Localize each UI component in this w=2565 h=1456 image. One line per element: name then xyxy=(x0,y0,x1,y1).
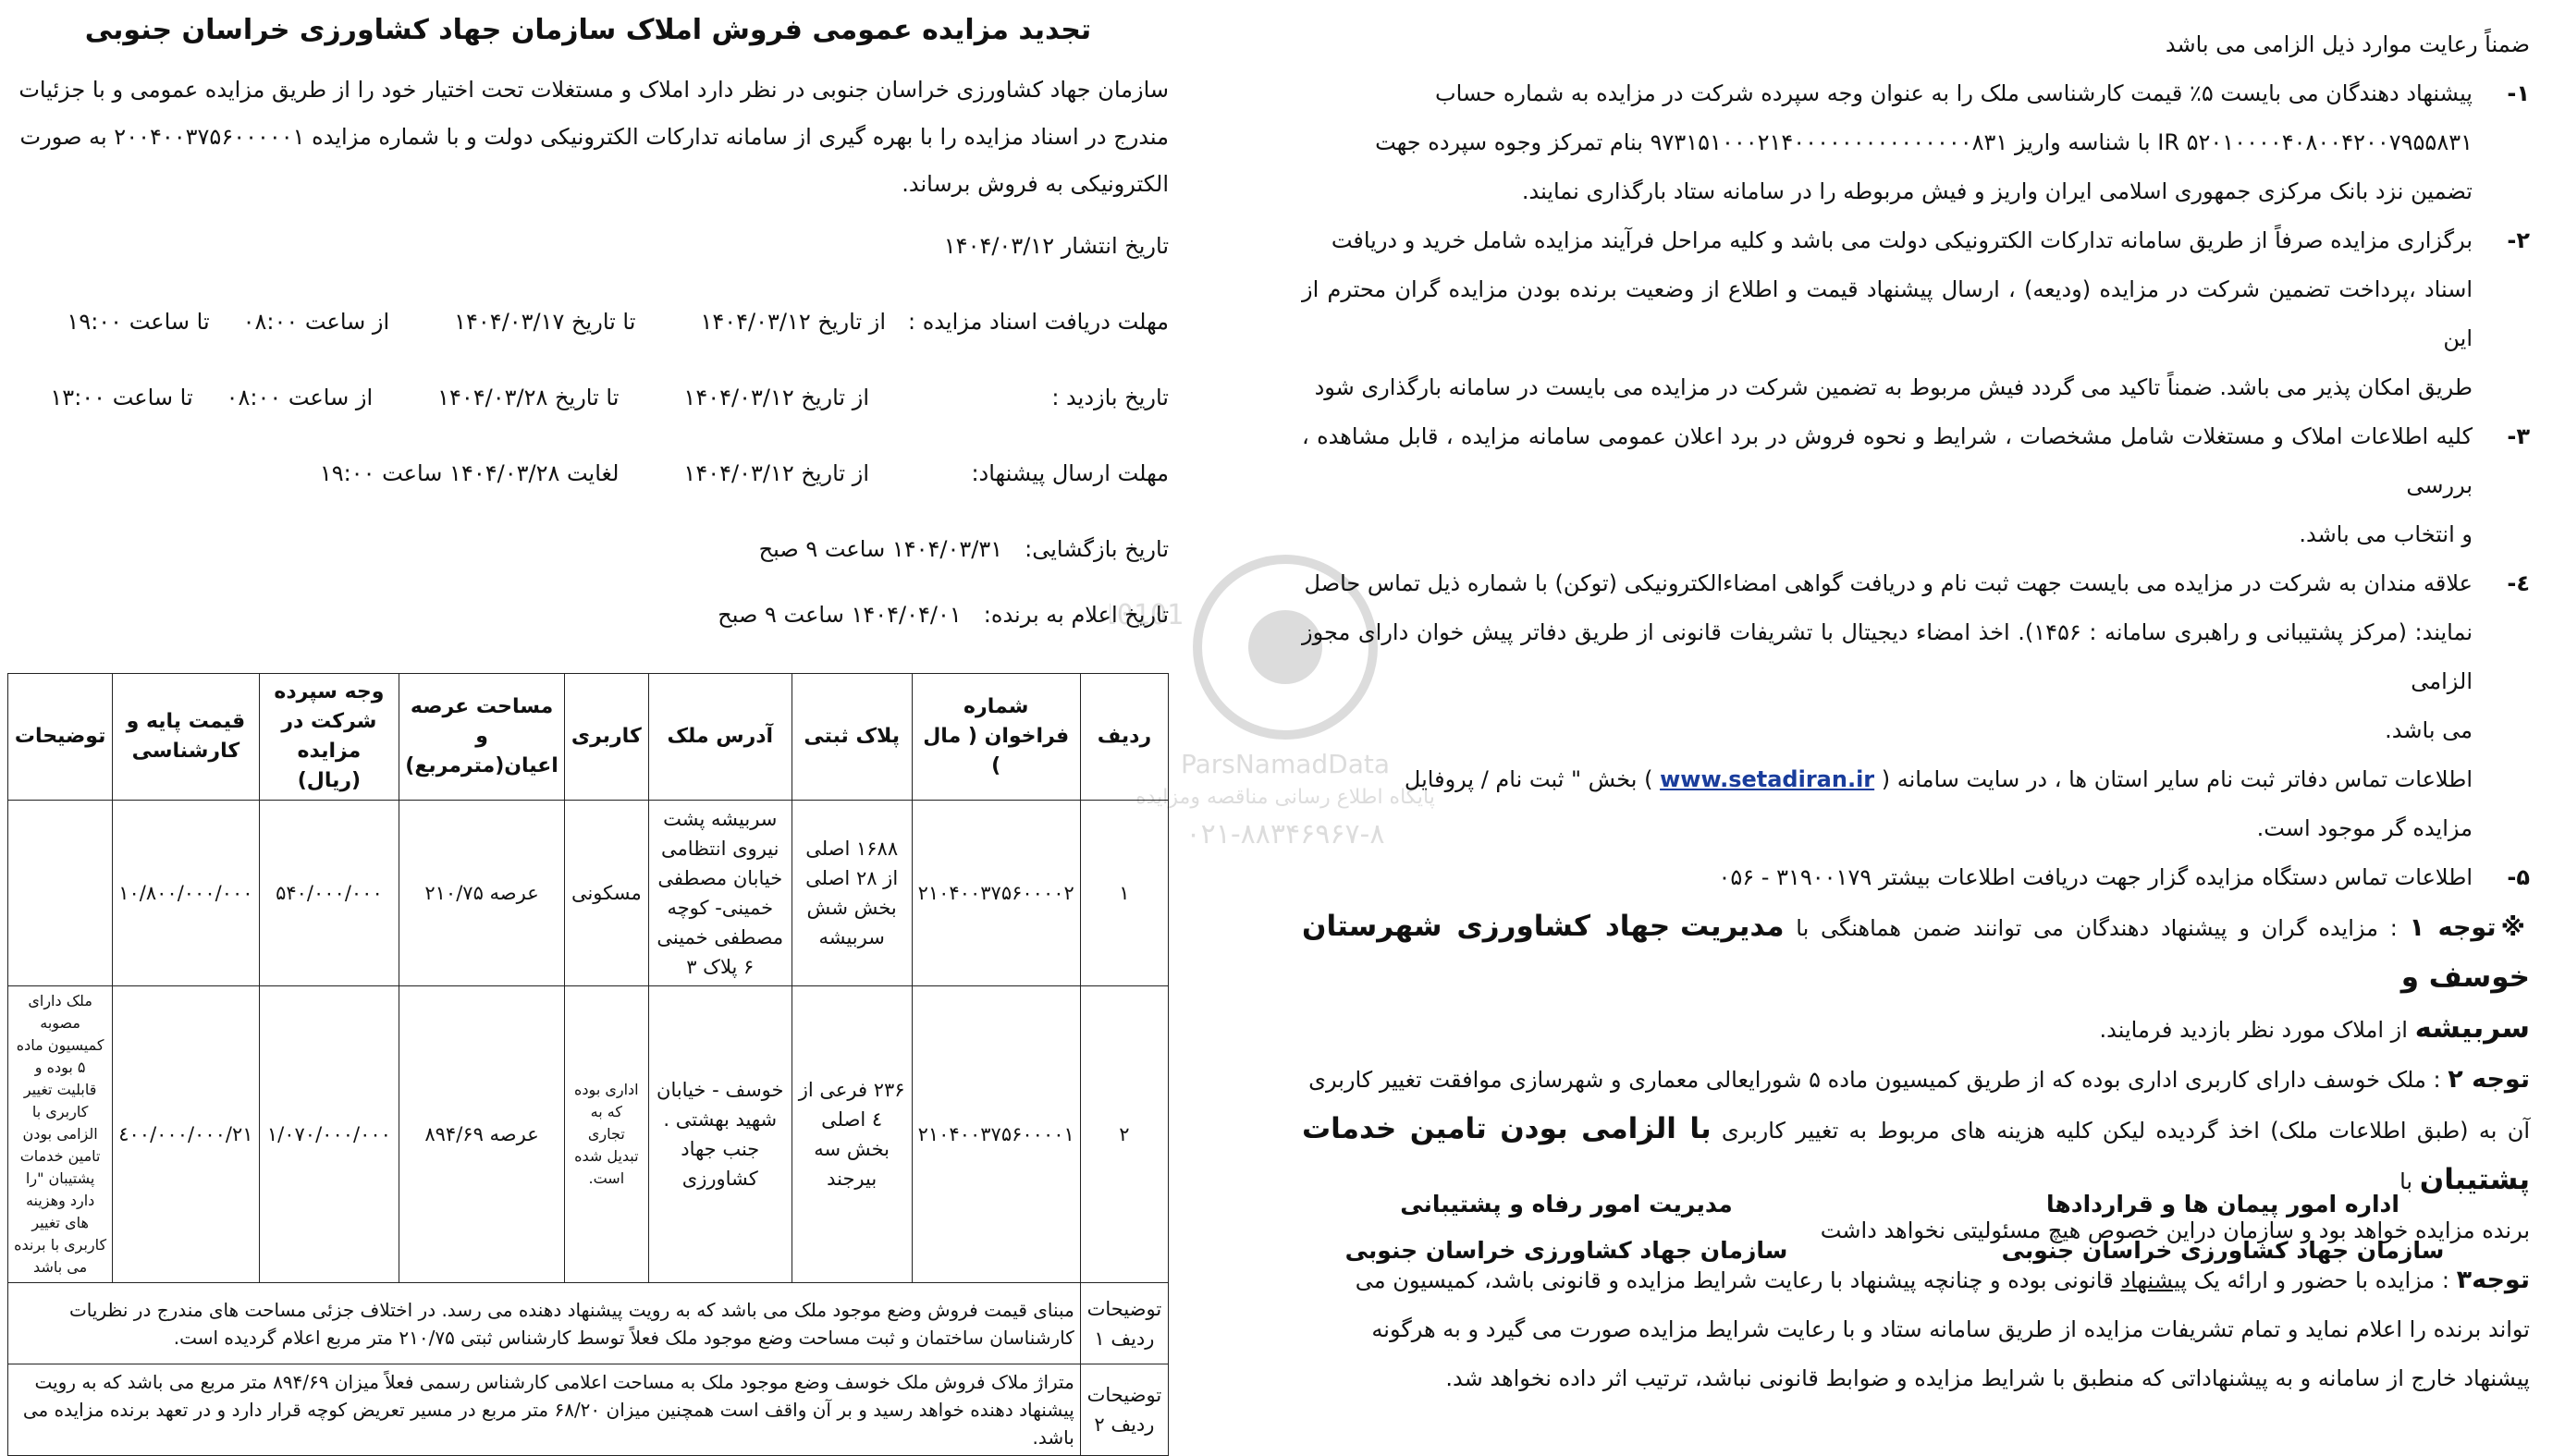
col-header-usage: کاربری xyxy=(564,674,648,801)
condition-1: ۱- پیشنهاد دهندگان می بایست ۵٪ قیمت کارشناسی ملک را به عنوان وجه سپرده شرکت در مزایده به شماره حساب IR ۵۲۰۱۰۰۰۰۴۰۸۰۰۴۲۰۰۷۹۵۵۸۳۱ با شناسه واریز ۹۷۳۱۵۱۰۰۰۲۱۴۰۰۰۰۰۰۰۰۰۰۰۰۰۰۰۸۳۱ بنام تمرکز وجوه سپرده جهت تضمین نزد بانک مرکزی جمهوری اسلامی ایران واریز و فیش مربوطه را در سامانه ستاد بارگذاری نمایند. xyxy=(1375,80,2530,204)
table-note-row-1: توضیحات ردیف ۱ مبنای قیمت فروش وضع موجود ملک می باشد که به رویت پیشنهاد دهنده می رسد. در اختلاف جزئی مساحت های مندرج در نظریات کارشناسان ساختمان و ثبت مساحت وضع موجود ملک فعلاً توسط کارشناس ثبتی ۲۱۰/۷۵ متر مربع اعلام گردیده است. xyxy=(8,1283,1169,1364)
properties-table xyxy=(7,673,1169,1456)
setadiran-link[interactable]: www.setadiran.ir xyxy=(1660,766,1875,792)
winner-announcement-date: تاریخ اعلام به برنده: ۱۴۰۴/۰۴/۰۱ ساعت ۹ صبح xyxy=(718,602,1169,628)
table-header-row xyxy=(8,674,1169,801)
condition-2: ۲- برگزاری مزایده صرفاً از طریق سامانه تدارکات الکترونیکی دولت می باشد و کلیه مراحل فرآیند مزایده شامل خرید و دریافت اسناد ،پرداخت تضمین شرکت در مزایده (ودیعه) ، ارسال پیشنهاد قیمت و اطلاع از وضعیت برنده بودن مزایده گران محترم از این طریق امکان پذیر می باشد. ضمناً تاکید می گردد فیش مربوط به تضمین شرکت در مزایده می بایست در سامانه بارگذاری شود xyxy=(1302,227,2530,400)
svg-text:010101 0001 10: 0101 xyxy=(1116,599,1184,631)
col-header-registration-plaque: پلاک ثبتی xyxy=(792,674,912,801)
table-row: ۲ ۲۱۰۴۰۰۳۷۵۶۰۰۰۰۱ ۲۳۶ فرعی از ٤ اصلی بخش سه بیرجند خوسف - خیابان شهید بهشتی . جنب جهاد کشاورزی اداری بوده که به تجاری تبدیل شده است. عرصه ۸۹۴/۶۹ ۱/۰۷۰/۰۰۰/۰۰۰ ۲۱/٤۰۰/۰۰۰/۰۰۰ ملک دارای مصوبه کمیسیون ماده ۵ بوده و قابلیت تغییر کاربری با الزامی بودن تامین خدمات پشتیبان "را دارد وهزینه های تغییر کاربری با برنده می باشد xyxy=(8,986,1169,1283)
page-title: تجدید مزایده عمومی فروش املاک سازمان جهاد کشاورزی خراسان جنوبی xyxy=(84,14,1092,46)
signatures xyxy=(1307,1181,2482,1274)
signature-welfare-management: مدیریت امور رفاه و پشتیبانی سازمان جهاد کشاورزی خراسان جنوبی xyxy=(1344,1191,1788,1264)
announcement-column xyxy=(7,6,1169,642)
condition-3: ۳- کلیه اطلاعات املاک و مستغلات شامل مشخصات ، شرایط و نحوه فروش در برد اعلان عمومی سامانه مزایده ، قابل مشاهده ، بررسی و انتخاب می باشد. xyxy=(1302,423,2530,547)
table-note-row-2: توضیحات ردیف ۲ متراژ ملاک فروش ملک خوسف وضع موجود ملک به مساحت اعلامی کارشناس رسمی فعلاً میزان ۸۹۴/۶۹ متر مربع می باشد که به رویت پیشنهاد دهنده خواهد رسید و بر آن واقف است همچنین میزان ۶۸/۲۰ متر مربع در مسیر تعریض کوچه قرار دارد و در تعهد برنده مزایده می باشد. xyxy=(8,1364,1169,1456)
col-header-deposit: وجه سپرده شرکت در مزایده (ریال) xyxy=(259,674,399,801)
intro-paragraph: سازمان جهاد کشاورزی خراسان جنوبی در نظر دارد املاک و مستغلات تحت اختیار خود را از طریق مزایده عمومی و با جزئیات مندرج در اسناد مزایده را با بهره گیری از سامانه تدارکات الکترونیکی دولت و با شماره مزایده ۲۰۰۴۰۰۳۷۵۶۰۰۰۰۰۱ به صورت الکترونیکی به فروش برساند. xyxy=(18,77,1169,197)
opening-date: تاریخ بازگشایی: ۱۴۰۴/۰۳/۳۱ ساعت ۹ صبح xyxy=(758,536,1169,562)
watermark-tagline: پایگاه اطلاع رسانی مناقصه ومزایده xyxy=(1135,786,1435,809)
note-3: توجه۳ : مزایده با حضور و ارائه یک پیشنهاد قانونی بوده و چنانچه پیشنهاد با رعایت شرایط مزایده و قانونی باشد، کمیسیون می تواند برنده را اعلام نماید و تمام تشریفات مزایده از طریق سامانه ستاد و با رعایت شرایط مزایده صورت می گیرد و به هرگونه پیشنهاد خارج از سامانه و به پیشنهاداتی که منطبق با شرایط مزایده و ضوابط قانونی نباشد، ترتیب اثر داده نخواهد شد. xyxy=(1355,1266,2530,1391)
offer-deadline: مهلت ارسال پیشنهاد: از تاریخ ۱۴۰۴/۰۳/۱۲ لغایت ۱۴۰۴/۰۳/۲۸ ساعت ۱۹:۰۰ xyxy=(319,460,1169,486)
note-2: توجه ۲ : ملک خوسف دارای کاربری اداری بوده که از طریق کمیسیون ماده ۵ شورایعالی معماری و شهرسازی موافقت تغییر کاربری آن به (طبق اطلاعات ملک) اخذ گردیده لیکن کلیه هزینه های مربوط به تغییر کاربری با الزامی بودن تامین خدمات پشتیبان با برنده مزایده خواهد بود و سازمان دراین خصوص هیچ مسئولیتی نخواهد داشت xyxy=(1302,1065,2530,1243)
col-header-base-price: قیمت پایه و کارشناسی xyxy=(113,674,259,801)
condition-5: ۵- اطلاعات تماس دستگاه مزایده گزار جهت دریافت اطلاعات بیشتر ۳۱۹۰۰۱۷۹ - ۰۵۶ xyxy=(1718,864,2530,890)
watermark-brand: ParsNamadData xyxy=(1180,749,1391,779)
visit-date: تاریخ بازدید : از تاریخ ۱۴۰۴/۰۳/۱۲ تا تاریخ ۱۴۰۴/۰۳/۲۸ از ساعت ۰۸:۰۰ تا ساعت ۱۳:۰۰ xyxy=(50,385,1169,410)
col-header-call-number: شماره فراخوان ( مال ) xyxy=(912,674,1080,801)
col-header-area: مساحت عرصه و اعیان(مترمربع) xyxy=(399,674,565,801)
col-header-address: آدرس ملک xyxy=(648,674,792,801)
condition-4: ٤- علاقه مندان به شرکت در مزایده می بایست جهت ثبت نام و دریافت گواهی امضاءالکترونیکی (توکن) با شماره ذیل تماس حاصل نمایند: (مرکز پشتیبانی و راهبری سامانه : ۱۴۵۶). اخذ امضاء دیجیتال با تشریفات قانونی از طریق دفاتر پیش خوان دارای مجوز الزامی می باشد. اطلاعات تماس دفاتر ثبت نام سایر استان ها ، در سایت سامانه ( www.setadiran.ir ) بخش " ثبت نام / پروفایل مزایده گر موجود است. xyxy=(1302,570,2530,841)
docs-deadline: مهلت دریافت اسناد مزایده : از تاریخ ۱۴۰۴/۰۳/۱۲ تا تاریخ ۱۴۰۴/۰۳/۱۷ از ساعت ۰۸:۰۰ تا ساعت ۱۹:۰۰ xyxy=(67,309,1169,335)
conditions-heading: ضمناً رعایت موارد ذیل الزامی می باشد xyxy=(2165,31,2530,57)
table-row: ۱ ۲۱۰۴۰۰۳۷۵۶۰۰۰۰۲ ۱۶۸۸ اصلی از ۲۸ اصلی بخش شش سربیشه سربیشه پشت نیروی انتظامی خیابان مصطفی خمینی- کوچه مصطفی خمینی ۶ پلاک ۳ مسکونی عرصه ۲۱۰/۷۵ ۵۴۰/۰۰۰/۰۰۰ ۱۰/۸۰۰/۰۰۰/۰۰۰ xyxy=(8,801,1169,986)
publish-date: تاریخ انتشار ۱۴۰۴/۰۳/۱۲ xyxy=(943,233,1169,259)
note-1: ※توجه ۱ : مزایده گران و پیشنهاد دهندگان می توانند ضمن هماهنگی با مدیریت جهاد کشاورزی شهرستان خوسف و سربیشه از املاک مورد نظر بازدید فرمایند. xyxy=(1302,910,2530,1045)
watermark-phone: ۰۲۱-۸۸۳۴۶۹۶۷-۸ xyxy=(1185,818,1385,850)
col-header-notes: توضیحات xyxy=(8,674,113,801)
col-header-row-number: ردیف xyxy=(1080,674,1168,801)
signature-contracts-office: اداره امور پیمان ها و قراردادها سازمان جهاد کشاورزی خراسان جنوبی xyxy=(2001,1191,2445,1264)
